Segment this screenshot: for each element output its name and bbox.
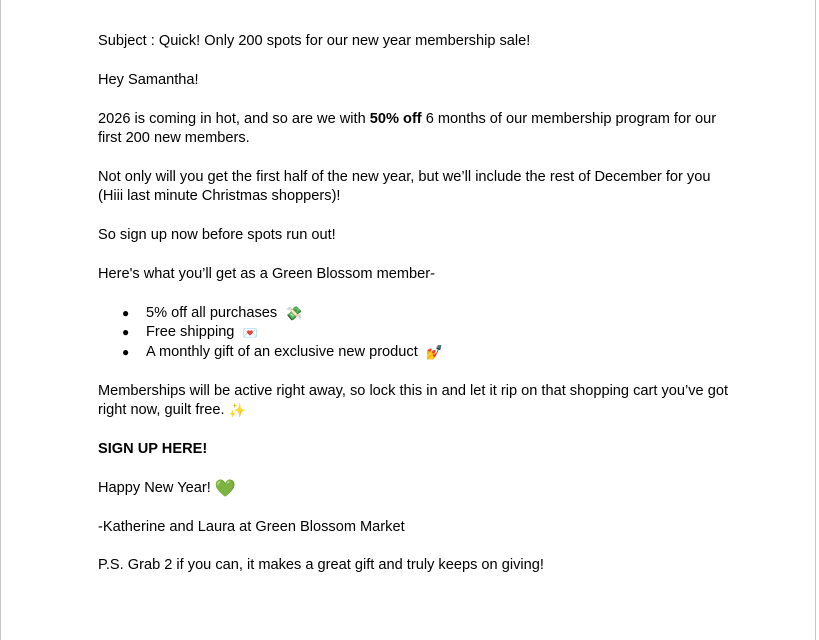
intro-text-before: 2026 is coming in hot, and so are we with [98, 110, 370, 127]
postscript: P.S. Grab 2 if you can, it makes a great gift and truly keeps on giving! [98, 557, 544, 574]
green-heart-icon: 💚 [214, 478, 236, 498]
intro-text-after: 6 months of our membership program for our first 200 new members. [98, 110, 717, 146]
activation-paragraph [98, 382, 728, 421]
benefits-intro: Here's what you’ll get as a Green Blossom member- [98, 265, 435, 282]
greeting: Hey Samantha! [98, 71, 199, 88]
benefit-label: 5% off all purchases [146, 304, 278, 321]
money-with-wings-icon: 💸 [285, 304, 303, 321]
december-paragraph: Not only will you get the first half of the new year, but we’ll include the rest of December for you (Hiii last minute Christmas shoppers)! [98, 168, 711, 205]
benefit-label: A monthly gift of an exclusive new product [146, 343, 418, 360]
lipstick-icon: 💅 [425, 343, 444, 360]
list-item [98, 304, 728, 324]
benefit-label: Free shipping [146, 324, 235, 341]
benefits-list [98, 304, 728, 363]
signup-paragraph: So sign up now before spots run out! [98, 227, 336, 243]
intro-paragraph [98, 110, 728, 149]
sparkles-icon: ✨ [228, 402, 246, 419]
activation-text: Memberships will be active right away, so lock this in and let it rip on that shopping cart you’ve got right now, guilt free. [98, 382, 729, 419]
closing-line [98, 479, 728, 498]
list-item [98, 323, 728, 343]
love-letter-icon: 💌 [242, 326, 258, 341]
signup-link[interactable]: SIGN UP HERE! [98, 440, 208, 457]
bullet-icon: ● [122, 344, 130, 359]
signup-cta[interactable] [98, 440, 728, 459]
bullet-icon: ● [122, 325, 130, 340]
list-item [98, 343, 728, 363]
email-body [98, 32, 728, 595]
signature: -Katherine and Laura at Green Blossom Market [98, 518, 405, 535]
bullet-icon: ● [122, 305, 130, 320]
closing-text: Happy New Year! [98, 479, 211, 496]
email-subject: Subject : Quick! Only 200 spots for our new year membership sale! [98, 33, 531, 49]
discount-highlight: 50% off [369, 110, 422, 127]
